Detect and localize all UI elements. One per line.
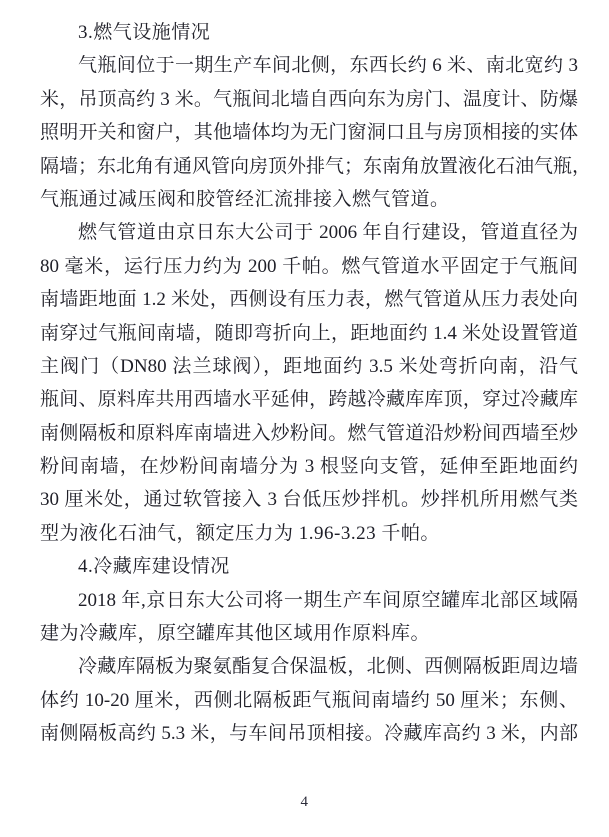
- text-line: 南穿过气瓶间南墙，随即弯折向上，距地面约 1.4 米处设置管道: [40, 322, 578, 344]
- text-line: 体约 10-20 厘米，西侧北隔板距气瓶间南墙约 50 厘米；东侧、: [40, 689, 578, 711]
- heading-line: 4.冷藏库建设情况: [78, 556, 230, 578]
- text-line: 2018 年,京日东大公司将一期生产车间原空罐库北部区域隔: [78, 589, 578, 611]
- text-line: 80 毫米，运行压力约为 200 千帕。燃气管道水平固定于气瓶间: [40, 255, 578, 277]
- text-line: 建为冷藏库，原空罐库其他区域用作原料库。: [40, 623, 431, 645]
- text-line: 南侧隔板高约 5.3 米，与车间吊顶相接。冷藏库高约 3 米，内部: [40, 723, 578, 745]
- text-line: 南墙距地面 1.2 米处，西侧设有压力表，燃气管道从压力表处向: [40, 289, 578, 311]
- text-line: 气瓶间位于一期生产车间北侧，东西长约 6 米、南北宽约 3: [78, 55, 578, 77]
- text-line: 型为液化石油气，额定压力为 1.96-3.23 千帕。: [40, 522, 440, 544]
- text-line: 粉间南墙，在炒粉间南墙分为 3 根竖向支管，延伸至距地面约: [40, 456, 578, 478]
- page-number: 4: [300, 794, 309, 810]
- heading-line: 3.燃气设施情况: [78, 22, 211, 43]
- text-line: 米，吊顶高约 3 米。气瓶间北墙自西向东为房门、温度计、防爆: [40, 88, 578, 110]
- text-line: 30 厘米处，通过软管接入 3 台低压炒拌机。炒拌机所用燃气类: [40, 489, 578, 511]
- text-line: 冷藏库隔板为聚氨酯复合保温板，北侧、西侧隔板距周边墙: [78, 656, 578, 678]
- text-line: 隔墙；东北角有通风管向房顶外排气；东南角放置液化石油气瓶，: [40, 155, 592, 177]
- document-body: [40, 16, 592, 751]
- text-line: 燃气管道由京日东大公司于 2006 年自行建设，管道直径为: [78, 222, 578, 244]
- text-line: 瓶间、原料库共用西墙水平延伸，跨越冷藏库库顶，穿过冷藏库: [40, 389, 578, 411]
- text-line: 照明开关和窗户，其他墙体均为无门窗洞口且与房顶相接的实体: [40, 122, 578, 144]
- text-line: 主阀门（DN80 法兰球阀），距地面约 3.5 米处弯折向南，沿气: [40, 355, 578, 377]
- text-line: 南侧隔板和原料库南墙进入炒粉间。燃气管道沿炒粉间西墙至炒: [40, 422, 578, 444]
- text-line: 气瓶通过减压阀和胶管经汇流排接入燃气管道。: [40, 188, 450, 210]
